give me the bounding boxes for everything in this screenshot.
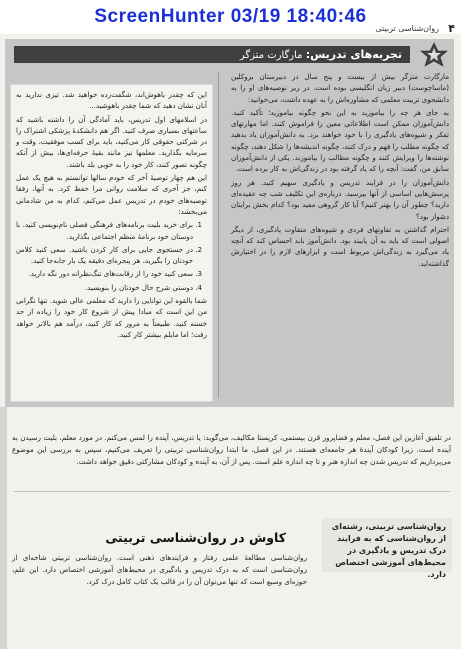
left-paragraph: در اسلامهای اول تدریس، باید آمادگی آن را داشته باشید که ساعتهای بسیاری صرف کنید. اگر هم دانشکدۀ پزشکی اشتراک را در شرکتی حقوقی کار می‌کنید، باید برای کسب موفقیت، وقت و سرمایه بگذارید. معلمها نیز مانند بقیۀ حرفه‌ای‌ها، بیش از آنکه چگونه تصور کنند، کار خود را به خوبی بلد باشند. [16, 114, 207, 169]
right-paragraph: مارگارت متزگر بیش از بیست و پنج سال در دبیرستان بروکلین (ماساچوست) دبیر زبان انگلیسی بوده است. در زیر توصیه‌های او را به دانشجوی تربیت معلمی که مشاوره‌اش را به عهده داشت، می‌خوانید: [231, 72, 449, 104]
box-author: مارگارت متزگر [239, 50, 303, 61]
box-right-column [227, 68, 453, 402]
box-title-bar [14, 46, 410, 63]
screenhunter-banner: ScreenHunter 03/19 18:40:46 [0, 0, 461, 34]
box-title: تجربه‌های تدریس: [305, 48, 402, 61]
left-intro: این که چقدر باهوش‌اند، شگفت‌زده خواهید شد. تیزی ندارید به آنان نشان دهید که شما چقدر باهوشید... [16, 90, 207, 111]
right-paragraph: احترام گذاشتن به تفاوتهای فردی و شیوه‌های متفاوت یادگیری، از دیگر اصولی است که باید به آن پایبند بود. دانش‌آموز باید احساس کند که آنچه یاد می‌گیرد به زندگی‌اش مربوط است و ابزارهای لازم را در اختیارش گذاشته‌اید. [231, 224, 449, 268]
section-rule [14, 491, 450, 492]
advice-item: 4. دوستی شرح حال خودتان را بنویسید. [16, 282, 193, 293]
column-divider [218, 72, 219, 398]
advice-item: 1. برای خرید بلیت برنامه‌های فرهنگی فصلی نام‌نویسی کنید. با دوستان خود برنامۀ منظم اجتماعی بگذارید. [16, 219, 193, 242]
body-paragraph: در تلفیق آغازین این فصل، معلم و فضاپرور قرن بیستمی، کریستا مکالیف، می‌گوید: یا تدریس، آینده را لمس می‌کنم. در مورد معلم، بلیت رسیدن به آینده است. زیرا کودکان آیندۀ هر جامعه‌ای هستند. در این فصل، ما ابتدا روان‌شناسی تربیتی را تعریف می‌کنیم، سپس به بررسی این موضوع می‌پردازیم که تدریس شدن چه اندازه هنر و تا چه اندازه علم است. پس از آن، به آینده و کودکان مشارکتی دقیق خواهد داشت. [12, 433, 451, 466]
definition-callout: روان‌شناسی تربیتی، رشته‌ای از روان‌شناسی که به فرایند درک تدریس و یادگیری در محیط‌های آموزشی اختصاص دارد. [322, 518, 452, 572]
right-paragraph: دانش‌آموزان را در فرایند تدریس و یادگیری سهیم کنید. هر روز پرسش‌هایی اساسی از آنها بپرسید. درباره‌ی این تکلیف شب چه عقیده‌ای دارید؟ چطور آن را بهتر کنیم؟ آیا کار گروهی مفید بود؟ کدام بخش برایتان دشوار بود؟ [231, 177, 449, 221]
section-heading: کاوش در روان‌شناسی تربیتی [105, 530, 286, 545]
right-paragraph: به جای هر چه را بیاموزید به این نحو چگونه بیاموزید؛ تأکید کنید. دانش‌آموزان ممکن است اطلاعاتی معین را فراموش کنند. اما مهارتهای تفکر و شیوه‌های یادگیری را با خود خواهند برد. به دانش‌آموزان یاد بدهید که چگونه مطلب را فهم و درک کنند، چگونه اندیشه‌ها را شکل دهند، چگونه نوشته‌ها را ویرایش کنند و چگونه مطالب را بیاموزند. یکی از دانش‌آموزان سابق من، گفت: آنچه را که یاد گرفته بود در زندگی‌اش به کار برده است. [231, 107, 449, 174]
advice-list [16, 219, 193, 293]
page-number: ۴ [448, 22, 455, 35]
left-paragraph: این هم چهار توصیۀ آخر که خودم سالها توانستم به هیچ یک عمل کنم، جز آخری که سلامت روانی مرا حفظ کرد. به آنها، رفقا توصیه‌های خودم در تدریس عمل می‌کنم، کدام به من شادمانی می‌بخشد: [16, 173, 207, 216]
box-left-column [10, 84, 213, 402]
left-closing: شما بالقوه این توانایی را دارید که معلمی عالی شوید. تنها نگرانی من این است که مبادا پیش از شروع کار خود را زیاده از حد خسته کنید. طبیعتاً به مرور که کار کنید، درآمد هم بالاتر خواهد رفت؛ اما مایلم بیشتر کار کنید. [16, 296, 207, 339]
star-ornament-icon [415, 42, 453, 68]
scan-shadow [0, 407, 7, 649]
advice-item: 2. در جستجوی جایی برای کار کردن باشید. سعی کنید کلاس خودتان را بگیرید، هر پنجره‌ای دقیقه یک بار جابه‌جا کنید. [16, 244, 193, 267]
running-header: روان‌شناسی تربیتی [375, 24, 439, 33]
section-body: روان‌شناسی مطالعۀ علمی رفتار و فرایندهای ذهنی است. روان‌شناسی تربیتی شاخه‌ای از روان‌شناسی است که به درک تدریس و یادگیری در محیط‌های آموزشی اختصاص دارد. این علم، حوزه‌ای وسیع است که تنها می‌توان آن را در قالب یک کتاب کامل درک کرد. [12, 553, 307, 586]
advice-item: 3. سعی کنید خود را از رقابت‌های تنگ‌نظرانه دور نگه دارید. [16, 268, 193, 279]
